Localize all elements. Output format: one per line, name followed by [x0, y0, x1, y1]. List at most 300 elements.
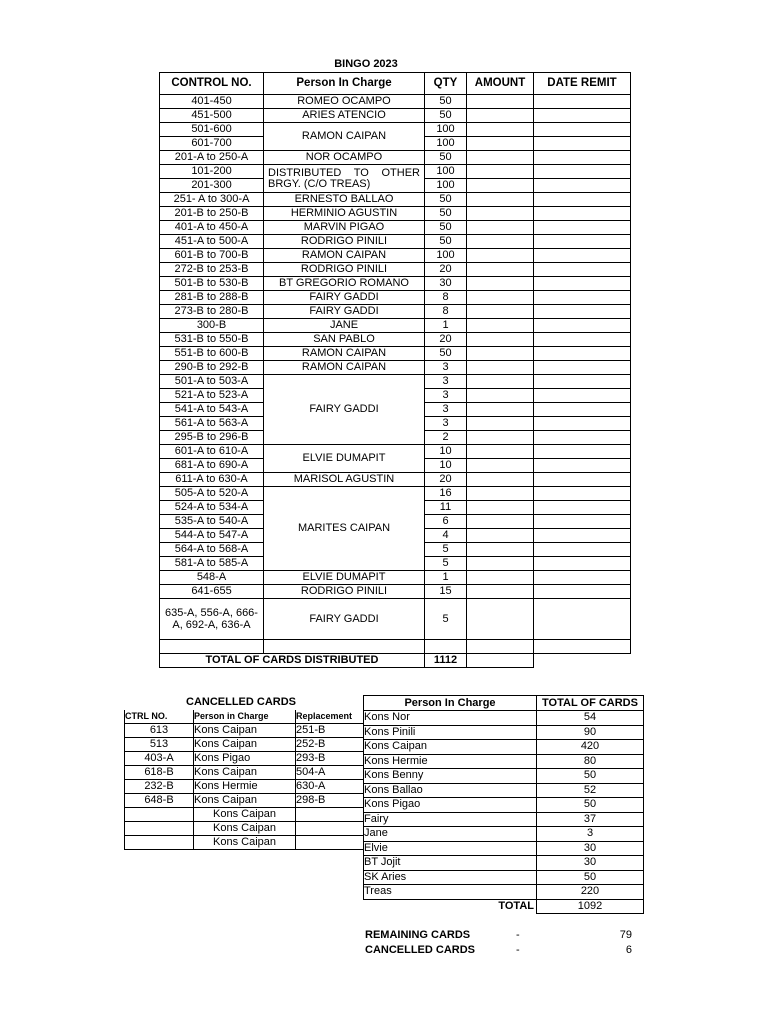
- qty-cell: 1: [425, 319, 467, 333]
- person-in-charge-cell: RAMON CAIPAN: [264, 249, 425, 263]
- qty-cell: 50: [425, 109, 467, 123]
- control-no-cell: 401-450: [160, 95, 264, 109]
- qty-cell: 50: [425, 221, 467, 235]
- cancelled-row: [125, 780, 364, 794]
- person-total-row: [364, 856, 644, 871]
- date-remit-cell: [534, 277, 631, 291]
- person-total-cell: 50: [537, 870, 644, 885]
- control-no-cell: 201-300: [160, 179, 264, 193]
- cancelled-row: [125, 808, 364, 822]
- amount-cell: [467, 487, 534, 501]
- cancelled-row: [125, 724, 364, 738]
- ctrl-no-cell: [125, 822, 194, 836]
- person-total-cell: 220: [537, 885, 644, 900]
- header-person-in-charge: Person In Charge: [264, 73, 425, 95]
- header-amount: AMOUNT: [467, 73, 534, 95]
- person-in-charge-cell: RAMON CAIPAN: [264, 123, 425, 151]
- distribution-row: [160, 249, 631, 263]
- person-total-cell: 37: [537, 812, 644, 827]
- person-name-cell: Kons Hermie: [364, 754, 537, 769]
- distribution-row: [160, 333, 631, 347]
- amount-cell: [467, 640, 534, 654]
- person-in-charge-cell: DISTRIBUTED TO OTHER BRGY. (C/O TREAS): [264, 165, 425, 193]
- date-remit-cell: [534, 221, 631, 235]
- amount-cell: [467, 417, 534, 431]
- person-in-charge-cell: FAIRY GADDI: [264, 599, 425, 640]
- person-in-charge-cell: RAMON CAIPAN: [264, 347, 425, 361]
- replacement-cell: [296, 808, 364, 822]
- cancelled-cards-dash: -: [516, 944, 520, 956]
- qty-cell: 100: [425, 137, 467, 151]
- persons-total-value: 1092: [537, 899, 644, 914]
- total-amount: [467, 654, 534, 668]
- replacement-cell: [296, 836, 364, 850]
- amount-cell: [467, 151, 534, 165]
- cancelled-row: [125, 766, 364, 780]
- distribution-row: [160, 640, 631, 654]
- person-cell: Kons Caipan: [194, 724, 296, 738]
- date-remit-cell: [534, 571, 631, 585]
- control-no-cell: 544-A to 547-A: [160, 529, 264, 543]
- sheet-title: BINGO 2023: [334, 58, 398, 70]
- person-in-charge-cell: ARIES ATENCIO: [264, 109, 425, 123]
- control-no-cell: 601-A to 610-A: [160, 445, 264, 459]
- amount-cell: [467, 347, 534, 361]
- qty-cell: 100: [425, 123, 467, 137]
- qty-cell: 20: [425, 263, 467, 277]
- person-total-cell: 50: [537, 798, 644, 813]
- ctrl-no-cell: [125, 808, 194, 822]
- amount-cell: [467, 375, 534, 389]
- qty-cell: 3: [425, 389, 467, 403]
- qty-cell: 20: [425, 333, 467, 347]
- amount-cell: [467, 389, 534, 403]
- control-no-cell: 611-A to 630-A: [160, 473, 264, 487]
- amount-cell: [467, 109, 534, 123]
- qty-cell: 8: [425, 291, 467, 305]
- person-in-charge-cell: ROMEO OCAMPO: [264, 95, 425, 109]
- cancelled-row: [125, 738, 364, 752]
- date-remit-cell: [534, 445, 631, 459]
- distribution-row: [160, 347, 631, 361]
- cancelled-row: [125, 822, 364, 836]
- distribution-row: [160, 235, 631, 249]
- header-person-in-charge: Person In Charge: [364, 696, 537, 711]
- person-total-row: [364, 812, 644, 827]
- distribution-row: [160, 123, 631, 137]
- person-total-row: [364, 783, 644, 798]
- ctrl-no-cell: 648-B: [125, 794, 194, 808]
- amount-cell: [467, 235, 534, 249]
- date-remit-cell: [534, 207, 631, 221]
- person-total-row: [364, 769, 644, 784]
- date-remit-cell: [534, 557, 631, 571]
- amount-cell: [467, 361, 534, 375]
- person-in-charge-cell: RODRIGO PINILI: [264, 263, 425, 277]
- amount-cell: [467, 431, 534, 445]
- cancelled-cards-table: [124, 710, 364, 850]
- person-total-cell: 30: [537, 856, 644, 871]
- control-no-cell: 501-B to 530-B: [160, 277, 264, 291]
- amount-cell: [467, 529, 534, 543]
- person-in-charge-cell: MARVIN PIGAO: [264, 221, 425, 235]
- header-control-no: CONTROL NO.: [160, 73, 264, 95]
- distribution-row: [160, 109, 631, 123]
- amount-cell: [467, 333, 534, 347]
- distribution-row: [160, 571, 631, 585]
- qty-cell: 10: [425, 445, 467, 459]
- person-in-charge-cell: [264, 640, 425, 654]
- date-remit-cell: [534, 473, 631, 487]
- date-remit-cell: [534, 319, 631, 333]
- cancelled-row: [125, 752, 364, 766]
- qty-cell: 11: [425, 501, 467, 515]
- control-no-cell: 451-500: [160, 109, 264, 123]
- qty-cell: 100: [425, 249, 467, 263]
- distribution-row: [160, 165, 631, 179]
- control-no-cell: 548-A: [160, 571, 264, 585]
- header-total-of-cards: TOTAL OF CARDS: [537, 696, 644, 711]
- person-cell: Kons Hermie: [194, 780, 296, 794]
- qty-cell: 15: [425, 585, 467, 599]
- header-ctrl-no: CTRL NO.: [125, 710, 194, 724]
- header-replacement: Replacement: [296, 710, 364, 724]
- amount-cell: [467, 543, 534, 557]
- date-remit-cell: [534, 431, 631, 445]
- person-total-cell: 30: [537, 841, 644, 856]
- control-no-cell: 524-A to 534-A: [160, 501, 264, 515]
- distribution-row: [160, 445, 631, 459]
- amount-cell: [467, 473, 534, 487]
- date-remit-cell: [534, 599, 631, 640]
- person-totals-table: [363, 695, 644, 914]
- control-no-cell: 551-B to 600-B: [160, 347, 264, 361]
- remaining-cards-dash: -: [516, 929, 520, 941]
- person-in-charge-cell: RODRIGO PINILI: [264, 585, 425, 599]
- person-in-charge-cell: FAIRY GADDI: [264, 375, 425, 445]
- person-total-row: [364, 841, 644, 856]
- control-no-cell: 531-B to 550-B: [160, 333, 264, 347]
- person-in-charge-cell: RODRIGO PINILI: [264, 235, 425, 249]
- distribution-total-row: [160, 654, 631, 668]
- date-remit-cell: [534, 347, 631, 361]
- amount-cell: [467, 459, 534, 473]
- header-person-in-charge: Person in Charge: [194, 710, 296, 724]
- control-no-cell: 272-B to 253-B: [160, 263, 264, 277]
- amount-cell: [467, 305, 534, 319]
- distribution-row: [160, 95, 631, 109]
- date-remit-cell: [534, 137, 631, 151]
- qty-cell: 50: [425, 95, 467, 109]
- distribution-row: [160, 193, 631, 207]
- control-no-cell: 295-B to 296-B: [160, 431, 264, 445]
- person-in-charge-cell: NOR OCAMPO: [264, 151, 425, 165]
- qty-cell: 6: [425, 515, 467, 529]
- date-remit-cell: [534, 585, 631, 599]
- date-remit-cell: [534, 361, 631, 375]
- person-totals-header-row: [364, 696, 644, 711]
- person-cell: Kons Caipan: [194, 836, 296, 850]
- qty-cell: 50: [425, 207, 467, 221]
- amount-cell: [467, 571, 534, 585]
- replacement-cell: 630-A: [296, 780, 364, 794]
- qty-cell: 50: [425, 347, 467, 361]
- control-no-cell: 581-A to 585-A: [160, 557, 264, 571]
- date-remit-cell: [534, 95, 631, 109]
- person-in-charge-cell: FAIRY GADDI: [264, 291, 425, 305]
- replacement-cell: 504-A: [296, 766, 364, 780]
- date-remit-cell: [534, 151, 631, 165]
- control-no-cell: 281-B to 288-B: [160, 291, 264, 305]
- person-name-cell: Kons Caipan: [364, 740, 537, 755]
- ctrl-no-cell: 232-B: [125, 780, 194, 794]
- distribution-row: [160, 277, 631, 291]
- qty-cell: 16: [425, 487, 467, 501]
- amount-cell: [467, 95, 534, 109]
- qty-cell: 2: [425, 431, 467, 445]
- date-remit-cell: [534, 109, 631, 123]
- person-name-cell: Treas: [364, 885, 537, 900]
- distribution-row: [160, 361, 631, 375]
- replacement-cell: 252-B: [296, 738, 364, 752]
- person-total-cell: 54: [537, 711, 644, 726]
- amount-cell: [467, 599, 534, 640]
- person-in-charge-cell: MARISOL AGUSTIN: [264, 473, 425, 487]
- person-total-row: [364, 870, 644, 885]
- ctrl-no-cell: 513: [125, 738, 194, 752]
- distribution-row: [160, 151, 631, 165]
- distribution-row: [160, 305, 631, 319]
- control-no-cell: 561-A to 563-A: [160, 417, 264, 431]
- cancelled-cards-title: CANCELLED CARDS: [186, 696, 296, 708]
- cancelled-row: [125, 794, 364, 808]
- qty-cell: [425, 640, 467, 654]
- person-in-charge-cell: SAN PABLO: [264, 333, 425, 347]
- distribution-table: [159, 72, 631, 668]
- replacement-cell: 251-B: [296, 724, 364, 738]
- amount-cell: [467, 179, 534, 193]
- date-remit-cell: [534, 263, 631, 277]
- person-in-charge-cell: ERNESTO BALLAO: [264, 193, 425, 207]
- date-remit-cell: [534, 515, 631, 529]
- ctrl-no-cell: [125, 836, 194, 850]
- person-total-row: [364, 711, 644, 726]
- control-no-cell: 201-B to 250-B: [160, 207, 264, 221]
- date-remit-cell: [534, 459, 631, 473]
- amount-cell: [467, 221, 534, 235]
- date-remit-cell: [534, 529, 631, 543]
- amount-cell: [467, 193, 534, 207]
- control-no-cell: 681-A to 690-A: [160, 459, 264, 473]
- person-in-charge-cell: ELVIE DUMAPIT: [264, 445, 425, 473]
- amount-cell: [467, 137, 534, 151]
- control-no-cell: 451-A to 500-A: [160, 235, 264, 249]
- qty-cell: 3: [425, 417, 467, 431]
- ctrl-no-cell: 618-B: [125, 766, 194, 780]
- control-no-cell: 501-600: [160, 123, 264, 137]
- distribution-row: [160, 319, 631, 333]
- person-total-row: [364, 754, 644, 769]
- cancelled-cards-value: 6: [625, 944, 632, 956]
- person-name-cell: BT Jojit: [364, 856, 537, 871]
- amount-cell: [467, 263, 534, 277]
- person-total-cell: 80: [537, 754, 644, 769]
- amount-cell: [467, 585, 534, 599]
- date-remit-cell: [534, 235, 631, 249]
- date-remit-cell: [534, 543, 631, 557]
- total-qty: 1112: [425, 654, 467, 668]
- control-no-cell: 521-A to 523-A: [160, 389, 264, 403]
- person-cell: Kons Caipan: [194, 794, 296, 808]
- date-remit-cell: [534, 249, 631, 263]
- persons-total-label: TOTAL: [364, 899, 537, 914]
- person-name-cell: SK Aries: [364, 870, 537, 885]
- person-total-row: [364, 740, 644, 755]
- control-no-cell: 601-700: [160, 137, 264, 151]
- person-total-cell: 3: [537, 827, 644, 842]
- distribution-row: [160, 375, 631, 389]
- person-in-charge-cell: RAMON CAIPAN: [264, 361, 425, 375]
- date-remit-cell: [534, 179, 631, 193]
- qty-cell: 8: [425, 305, 467, 319]
- person-cell: Kons Caipan: [194, 766, 296, 780]
- distribution-row: [160, 599, 631, 640]
- date-remit-cell: [534, 193, 631, 207]
- cancelled-row: [125, 836, 364, 850]
- amount-cell: [467, 557, 534, 571]
- amount-cell: [467, 319, 534, 333]
- qty-cell: 30: [425, 277, 467, 291]
- distribution-header-row: [160, 73, 631, 95]
- distribution-row: [160, 221, 631, 235]
- control-no-cell: 101-200: [160, 165, 264, 179]
- replacement-cell: 293-B: [296, 752, 364, 766]
- control-no-cell: 541-A to 543-A: [160, 403, 264, 417]
- qty-cell: 20: [425, 473, 467, 487]
- remaining-cards-value: 79: [619, 929, 632, 941]
- qty-cell: 4: [425, 529, 467, 543]
- qty-cell: 5: [425, 543, 467, 557]
- amount-cell: [467, 249, 534, 263]
- date-remit-cell: [534, 417, 631, 431]
- ctrl-no-cell: 403-A: [125, 752, 194, 766]
- person-total-row: [364, 827, 644, 842]
- distribution-row: [160, 473, 631, 487]
- person-name-cell: Kons Ballao: [364, 783, 537, 798]
- qty-cell: 5: [425, 599, 467, 640]
- person-total-row: [364, 798, 644, 813]
- distribution-row: [160, 487, 631, 501]
- date-remit-cell: [534, 487, 631, 501]
- control-no-cell: [160, 640, 264, 654]
- header-qty: QTY: [425, 73, 467, 95]
- date-remit-cell: [534, 640, 631, 654]
- replacement-cell: [296, 822, 364, 836]
- date-remit-cell: [534, 333, 631, 347]
- person-cell: Kons Caipan: [194, 808, 296, 822]
- person-name-cell: Kons Benny: [364, 769, 537, 784]
- amount-cell: [467, 123, 534, 137]
- remaining-cards-label: REMAINING CARDS: [365, 929, 471, 941]
- control-no-cell: 201-A to 250-A: [160, 151, 264, 165]
- date-remit-cell: [534, 165, 631, 179]
- control-no-cell: 401-A to 450-A: [160, 221, 264, 235]
- control-no-cell: 641-655: [160, 585, 264, 599]
- header-date-remit: DATE REMIT: [534, 73, 631, 95]
- amount-cell: [467, 445, 534, 459]
- ctrl-no-cell: 613: [125, 724, 194, 738]
- control-no-cell: 273-B to 280-B: [160, 305, 264, 319]
- qty-cell: 3: [425, 403, 467, 417]
- person-total-cell: 52: [537, 783, 644, 798]
- amount-cell: [467, 515, 534, 529]
- qty-cell: 3: [425, 375, 467, 389]
- amount-cell: [467, 277, 534, 291]
- amount-cell: [467, 501, 534, 515]
- cancelled-header-row: [125, 710, 364, 724]
- date-remit-cell: [534, 389, 631, 403]
- person-totals-total-row: [364, 899, 644, 914]
- person-name-cell: Fairy: [364, 812, 537, 827]
- person-name-cell: Kons Pigao: [364, 798, 537, 813]
- person-name-cell: Elvie: [364, 841, 537, 856]
- control-no-cell: 300-B: [160, 319, 264, 333]
- qty-cell: 3: [425, 361, 467, 375]
- distribution-row: [160, 291, 631, 305]
- qty-cell: 100: [425, 165, 467, 179]
- distribution-row: [160, 585, 631, 599]
- person-total-cell: 90: [537, 725, 644, 740]
- cancelled-cards-label: CANCELLED CARDS: [365, 944, 475, 956]
- control-no-cell: 501-A to 503-A: [160, 375, 264, 389]
- qty-cell: 10: [425, 459, 467, 473]
- person-cell: Kons Pigao: [194, 752, 296, 766]
- date-remit-cell: [534, 123, 631, 137]
- date-remit-cell: [534, 501, 631, 515]
- amount-cell: [467, 291, 534, 305]
- total-label: TOTAL OF CARDS DISTRIBUTED: [160, 654, 425, 668]
- person-in-charge-cell: JANE: [264, 319, 425, 333]
- amount-cell: [467, 207, 534, 221]
- person-in-charge-cell: ELVIE DUMAPIT: [264, 571, 425, 585]
- control-no-cell: 564-A to 568-A: [160, 543, 264, 557]
- date-remit-cell: [534, 375, 631, 389]
- person-cell: Kons Caipan: [194, 822, 296, 836]
- distribution-row: [160, 263, 631, 277]
- qty-cell: 50: [425, 193, 467, 207]
- qty-cell: 5: [425, 557, 467, 571]
- date-remit-cell: [534, 403, 631, 417]
- amount-cell: [467, 403, 534, 417]
- person-name-cell: Kons Nor: [364, 711, 537, 726]
- qty-cell: 50: [425, 151, 467, 165]
- person-name-cell: Jane: [364, 827, 537, 842]
- date-remit-cell: [534, 291, 631, 305]
- person-total-cell: 420: [537, 740, 644, 755]
- person-total-row: [364, 885, 644, 900]
- control-no-cell: 251- A to 300-A: [160, 193, 264, 207]
- replacement-cell: 298-B: [296, 794, 364, 808]
- control-no-cell: 535-A to 540-A: [160, 515, 264, 529]
- person-in-charge-cell: BT GREGORIO ROMANO: [264, 277, 425, 291]
- person-total-row: [364, 725, 644, 740]
- person-in-charge-cell: MARITES CAIPAN: [264, 487, 425, 571]
- person-name-cell: Kons Pinili: [364, 725, 537, 740]
- control-no-cell: 505-A to 520-A: [160, 487, 264, 501]
- control-no-cell: 635-A, 556-A, 666-A, 692-A, 636-A: [160, 599, 264, 640]
- control-no-cell: 290-B to 292-B: [160, 361, 264, 375]
- date-remit-cell: [534, 305, 631, 319]
